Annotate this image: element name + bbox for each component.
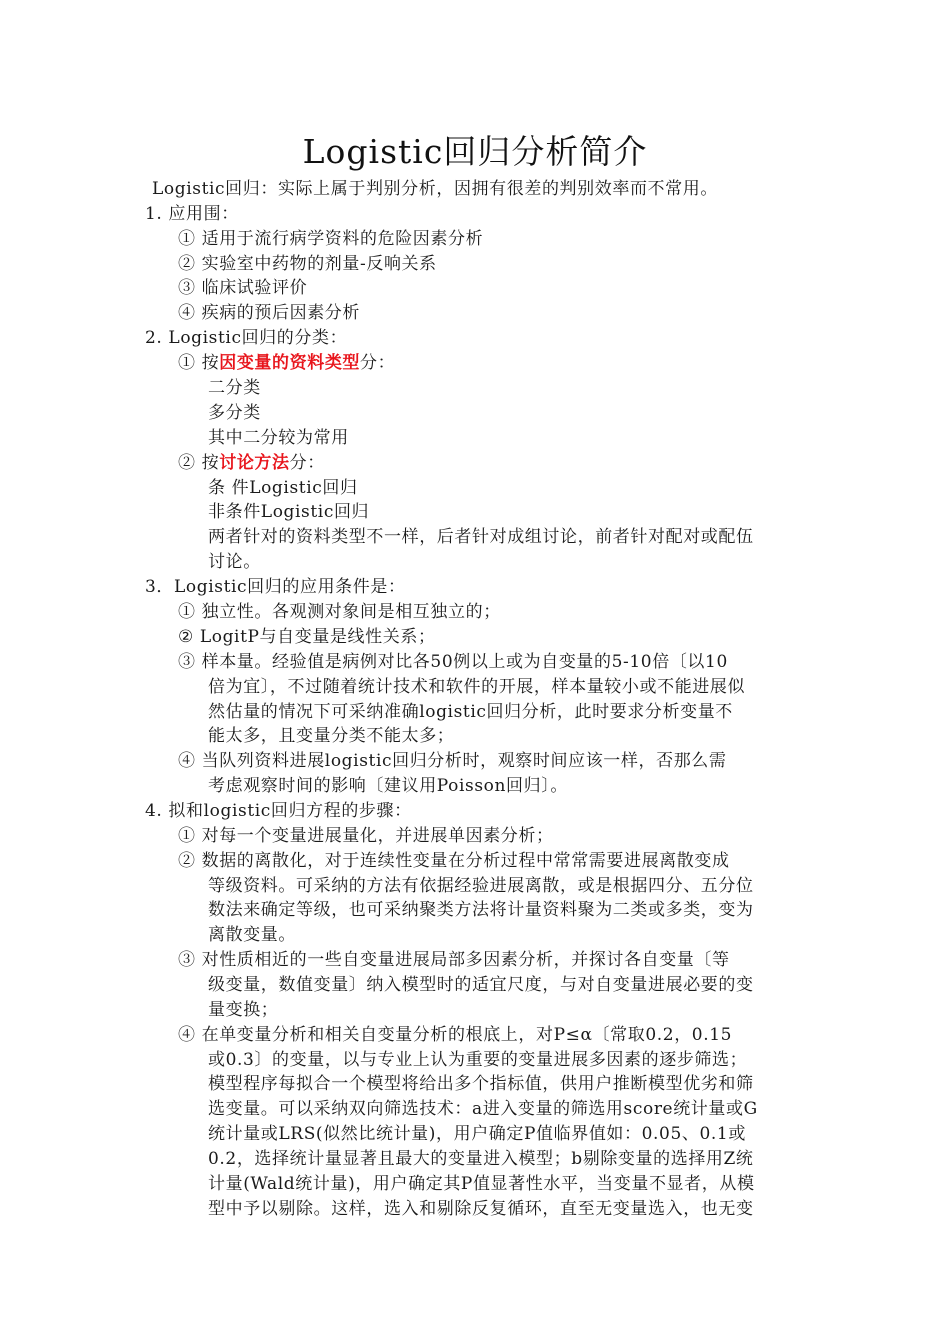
s4-line-4: 数法来确定等级，也可采纳聚类方法将计量资料聚为二类或多类，变为 [208,900,754,920]
s4-line-5: 离散变量。 [208,925,296,945]
section-3-heading: 3．Logistic回归的应用条件是： [145,577,406,597]
s2-sub-4: 条 件Logistic回归 [208,478,358,498]
s4-line-2: ② 数据的离散化，对于连续性变量在分析过程中常常需要进展离散变成 [178,851,730,871]
s3-line-1: ① 独立性。各观测对象间是相互独立的； [178,602,501,622]
s2-sub-5: 非条件Logistic回归 [208,502,370,522]
s3-line-5: 然估量的情况下可采纳准确logistic回归分析，此时要求分析变量不 [208,702,733,722]
s4-line-13: 统计量或LRS(似然比统计量)，用户确定P值临界值如：0.05、0.1或 [208,1124,746,1144]
page-title: Logistic回归分析简介 [302,132,648,171]
s2-item-1 [178,351,395,376]
s4-line-7: 级变量，数值变量〕纳入模型时的适宜尺度，与对自变量进展必要的变 [208,975,754,995]
s2-sub-1: 二分类 [208,378,261,398]
s1-item-2: ② 实验室中药物的剂量-反响关系 [178,254,437,274]
s2-sub-7: 讨论。 [208,552,261,572]
s3-line-2: ② LogitP与自变量是线性关系； [178,627,436,647]
s4-line-14: 0.2，选择统计量显著且最大的变量进入模型；b剔除变量的选择用Z统 [208,1149,754,1169]
s3-line-3: ③ 样本量。经验值是病例对比各50例以上或为自变量的5-10倍〔以10 [178,652,728,672]
s4-line-9: ④ 在单变量分析和相关自变量分析的根底上，对P≤α〔常取0.2，0.15 [178,1025,733,1045]
s2-item-2-suffix: 分： [289,453,325,473]
s3-line-4: 倍为宜〕，不过随着统计技术和软件的开展，样本量较小或不能进展似 [208,677,746,697]
s2-item-2-highlight: 讨论方法 [219,453,290,473]
s4-line-16: 型中予以剔除。这样，选入和剔除反复循环，直至无变量选入，也无变 [208,1199,754,1219]
s1-item-3: ③ 临床试验评价 [178,278,308,298]
s4-line-15: 计量(Wald统计量)，用户确定其P值显著性水平，当变量不显者，从模 [208,1174,755,1194]
s2-sub-2: 多分类 [208,403,261,423]
s2-item-2-prefix: ② 按 [178,453,220,473]
s2-item-1-highlight: 因变量的资料类型 [219,353,361,373]
s4-line-1: ① 对每一个变量进展量化，并进展单因素分析； [178,826,554,846]
section-4-heading: 4. 拟和logistic回归方程的步骤： [145,801,412,821]
s4-line-8: 量变换； [208,1000,279,1020]
s1-item-1: ① 适用于流行病学资料的危险因素分析 [178,229,484,249]
s1-item-4: ④ 疾病的预后因素分析 [178,303,361,323]
intro-text: Logistic回归：实际上属于判别分析，因拥有很差的判别效率而不常用。 [152,179,718,199]
s3-line-6: 能太多，且变量分类不能太多； [208,726,455,746]
s2-item-1-prefix: ① 按 [178,353,220,373]
s2-item-1-suffix: 分： [360,353,396,373]
section-2-heading: 2. Logistic回归的分类： [145,328,348,348]
s2-item-2 [178,451,325,476]
s4-line-10: 或0.3〕的变量，以与专业上认为重要的变量进展多因素的逐步筛选； [208,1050,748,1070]
s4-line-3: 等级资料。可采纳的方法有依据经验进展离散，或是根据四分、五分位 [208,876,754,896]
s4-line-6: ③ 对性质相近的一些自变量进展局部多因素分析，并探讨各自变量〔等 [178,950,730,970]
s3-line-8: 考虑观察时间的影响〔建议用Poisson回归〕。 [208,776,568,796]
s3-line-7: ④ 当队列资料进展logistic回归分析时，观察时间应该一样，否那么需 [178,751,727,771]
s4-line-12: 选变量。可以采纳双向筛选技术：a进入变量的筛选用score统计量或G [208,1099,758,1119]
s2-sub-3: 其中二分较为常用 [208,428,349,448]
s4-line-11: 模型程序每拟合一个模型将给出多个指标值，供用户推断模型优劣和筛 [208,1074,754,1094]
section-1-heading: 1. 应用围： [145,204,239,224]
s2-sub-6: 两者针对的资料类型不一样，后者针对成组讨论，前者针对配对或配伍 [208,527,754,547]
